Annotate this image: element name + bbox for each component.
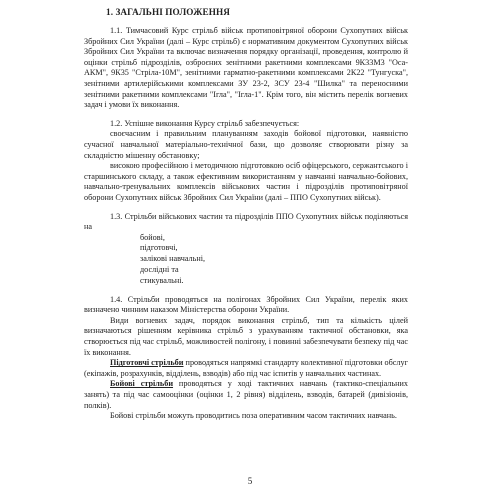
paragraph-1-2-item-a: своєчасним і правильним плануванням заходів бойової підготовки, наявністю сучасної навчальної матеріально-технічної бази, що дозволяє створювати різну за складністю мішенну обстановку; — [84, 129, 408, 160]
paragraph-1-1: 1.1. Тимчасовий Курс стрільб військ протиповітряної оборони Сухопутних військ Збройних Сил України (далі – Курс стрільб) є нормативним документом Сухопутних військ Збройних Сил України та включає визначення порядку організації, проведення, контролю й оцінки стрільб підрозділів, озброєних зенітними ракетними комплексами 9К33М3 "Оса-АКМ", 9К35 "Стріла-10М", зенітними гарматно-ракетними комплексами 2К22 "Тунгуска", зенітними артилерійськими комплексами ЗУ 23-2, ЗСУ 23-4 "Шилка" та переносними зенітними ракетними комплексами "Ігла", "Ігла-1". Крім того, він містить перелік вогневих задач і умови їх виконання. — [84, 26, 408, 110]
list-item: стикувальні. — [140, 275, 184, 285]
paragraph-1-3-intro: 1.3. Стрільби військових частин та підрозділів ППО Сухопутних військ поділяються на — [84, 211, 408, 232]
paragraph-text: проводяться у ході тактичних навчань (тактико-спеціальних занять) та під час самооцінки (оцінки 1, 2 рівня) відділень, взводів, батарей (дивізіонів, полків). — [84, 379, 408, 410]
term-combat-firing: Бойові стрільби — [110, 379, 174, 389]
paragraph-combat-firing — [84, 379, 408, 411]
paragraph-preparatory-firing — [84, 358, 408, 379]
firing-types-list — [140, 233, 408, 287]
list-item: залікові навчальні, — [140, 254, 206, 264]
section-heading: 1. ЗАГАЛЬНІ ПОЛОЖЕННЯ — [106, 7, 230, 17]
paragraph-1-2-item-b: високою професійною і методичною підготовкою осіб офіцерського, сержантського і старшинського складу, а також ефективним використанням у навчанні навчально-бойових, навчально-тренувальних комплексів військових частин і підрозділів протиповітряної оборони Сухопутних військ Збройних Сил України (далі – ППО Сухопутних військ). — [84, 161, 408, 202]
list-item: бойові, — [140, 232, 165, 242]
list-item: підготовчі, — [140, 243, 178, 253]
document-body — [84, 26, 408, 422]
paragraph-1-4: 1.4. Стрільби проводяться на полігонах Збройних Сил України, перелік яких визначено чинним наказом Міністерства оборони України. — [84, 294, 408, 315]
paragraph-1-2-intro: 1.2. Успішне виконання Курсу стрільб забезпечується: — [110, 118, 300, 128]
paragraph-combat-firing-note: Бойові стрільби можуть проводитись поза оперативним часом тактичних навчань. — [110, 411, 397, 421]
paragraph-fire-tasks: Види вогневих задач, порядок виконання стрільб, тип та кількість цілей визначаються рішенням керівника стрільб з урахуванням тактичної обстановки, яка створюється під час стрільб, можливостей полігону, і повинні забезпечувати безпеку під час їх виконання. — [84, 315, 408, 357]
page-number: 5 — [247, 476, 253, 486]
list-item: дослідні та — [140, 265, 179, 275]
term-preparatory-firing: Підготовчі стрільби — [110, 358, 184, 368]
paragraph-text: проводяться напрямкі стандарту колективної підготовки обслуг (екіпажів, розрахунків, відділень, взводів) або під час іспитів у навчальних частинах. — [84, 358, 408, 378]
